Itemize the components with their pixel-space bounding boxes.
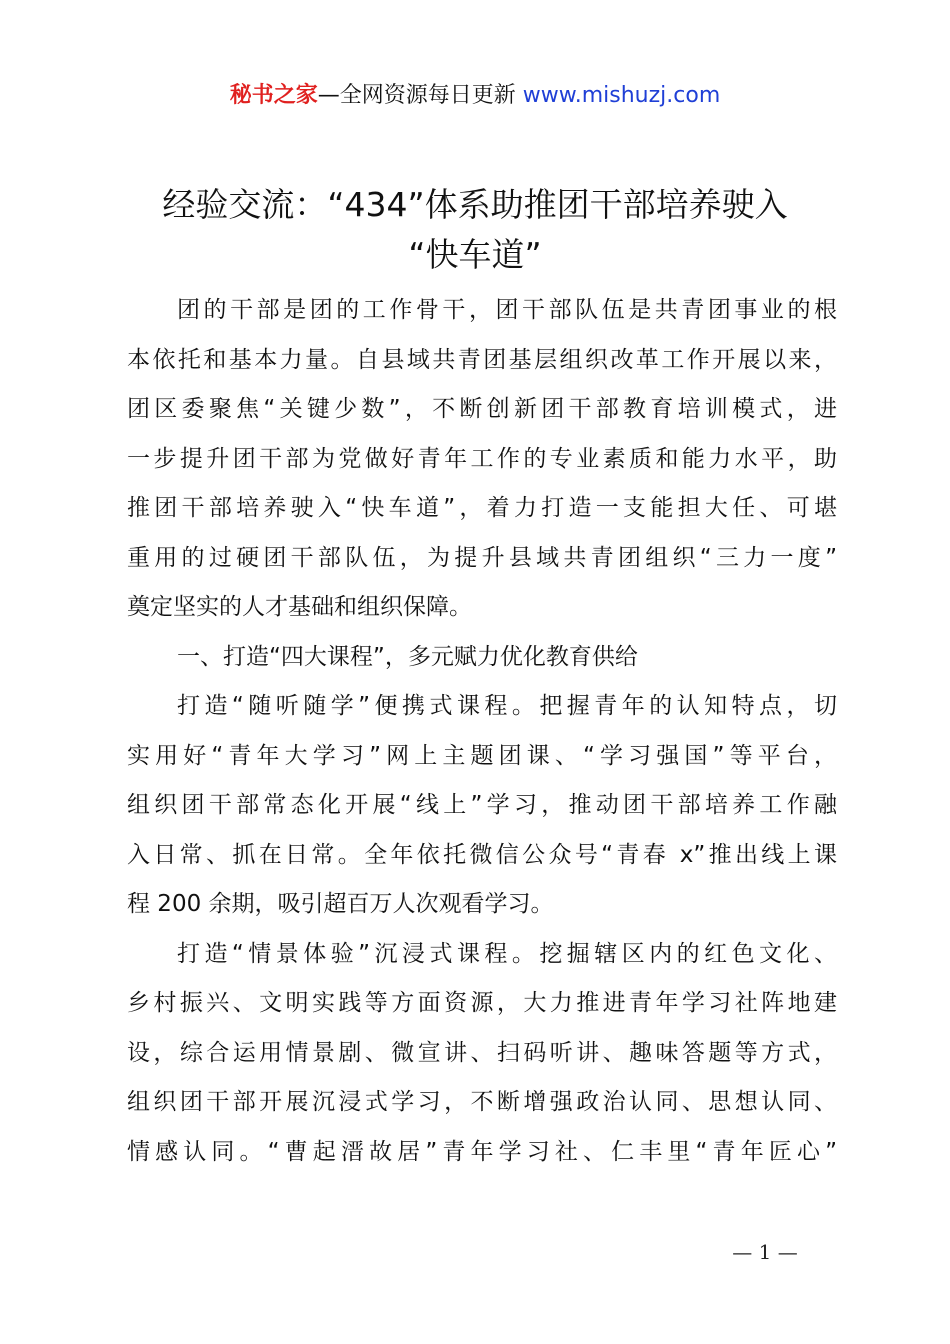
text-line: 打造“情景体验”沉浸式课程。挖掘辖区内的红色文化、 <box>177 940 837 967</box>
text-line: 团的干部是团的工作骨干，团干部队伍是共青团事业的根 <box>177 297 837 323</box>
text-line: 组织团干部常态化开展“线上”学习，推动团干部培养工作融 <box>127 792 837 818</box>
header-tagline: —全网资源每日更新 <box>317 83 516 108</box>
text-line: 一、打造“四大课程”，多元赋力优化教育供给 <box>177 643 638 670</box>
document-body <box>127 286 837 1177</box>
text-line: 打造“随听随学”便携式课程。把握青年的认知特点，切 <box>177 693 837 719</box>
title-line-1: 经验交流：“434”体系助推团干部培养驶入 <box>162 185 788 224</box>
text-line: 重用的过硬团干部队伍，为提升县域共青团组织“三力一度” <box>127 544 837 571</box>
site-header <box>0 80 950 112</box>
text-line: 程 200 余期，吸引超百万人次观看学习。 <box>127 891 554 917</box>
text-line: 实用好“青年大学习”网上主题团课、“学习强国”等平台， <box>127 742 837 769</box>
site-url-link[interactable]: www.mishuzj.com <box>522 83 721 108</box>
text-line: 设，综合运用情景剧、微宣讲、扫码听讲、趣味答题等方式， <box>127 1039 837 1066</box>
text-line: 入日常、抓在日常。全年依托微信公众号“青春 x”推出线上课 <box>127 841 837 868</box>
paragraph-course-1 <box>127 682 837 930</box>
brand-name: 秘书之家 <box>229 83 318 108</box>
paragraph-intro <box>127 286 837 633</box>
section-heading <box>127 633 837 683</box>
text-line: 推团干部培养驶入“快车道”，着力打造一支能担大任、可堪 <box>127 495 837 521</box>
text-line: 乡村振兴、文明实践等方面资源，大力推进青年学习社阵地建 <box>127 990 837 1016</box>
text-line: 情感认同。“曹起溍故居”青年学习社、仁丰里“青年匠心” <box>127 1138 837 1165</box>
title-line-2: “快车道” <box>408 235 542 274</box>
text-line: 一步提升团干部为党做好青年工作的专业素质和能力水平，助 <box>127 445 837 472</box>
page-number: — 1 — <box>732 1240 798 1264</box>
document-title <box>100 180 850 280</box>
text-line: 组织团干部开展沉浸式学习，不断增强政治认同、思想认同、 <box>127 1089 837 1115</box>
paragraph-course-2 <box>127 930 837 1178</box>
text-line: 奠定坚实的人才基础和组织保障。 <box>127 594 472 620</box>
text-line: 本依托和基本力量。自县域共青团基层组织改革工作开展以来， <box>127 346 837 373</box>
text-line: 团区委聚焦“关键少数”，不断创新团干部教育培训模式，进 <box>127 396 837 422</box>
